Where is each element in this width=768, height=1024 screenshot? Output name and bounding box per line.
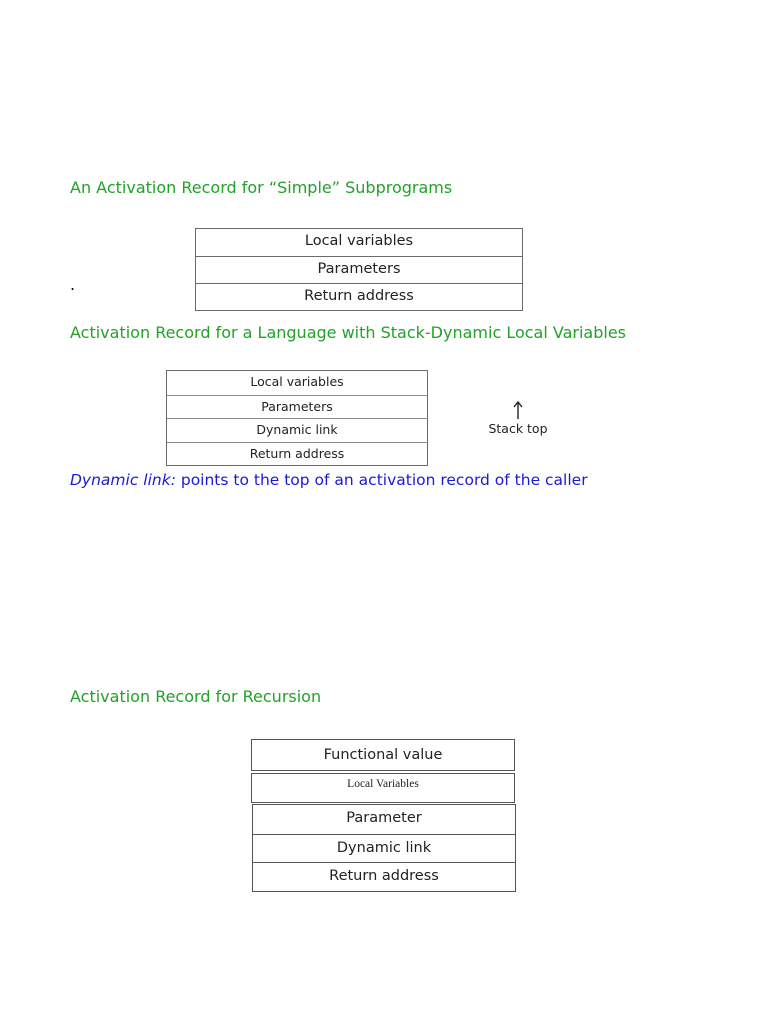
heading-recursion: Activation Record for Recursion [70, 687, 322, 706]
record-lower-group [252, 804, 516, 892]
record-row-local-variables: Local variables [304, 233, 414, 249]
dynamic-link-term: Dynamic link: [70, 471, 176, 489]
heading-stack-dynamic: Activation Record for a Language with Stack-Dynamic Local Variables [70, 323, 626, 342]
record-row-functional-value: Functional value [251, 739, 515, 771]
record-row-dynamic-link: Dynamic link [167, 418, 427, 442]
record-row-local-variables: Local Variables [251, 773, 515, 803]
stack-top-indicator [470, 400, 566, 436]
record-row-return-address: Return address [167, 442, 427, 466]
record-row-parameters: Parameters [196, 256, 522, 283]
heading-simple-subprograms: An Activation Record for “Simple” Subprograms [70, 178, 453, 197]
record-row-parameters: Parameters [167, 395, 427, 419]
record-row-dynamic-link: Dynamic link [253, 834, 515, 863]
dynamic-link-note [70, 471, 588, 489]
up-arrow-icon [512, 400, 524, 420]
stray-period: . [70, 275, 76, 294]
record-row-return-address: Return address [253, 862, 515, 891]
dynamic-link-definition: points to the top of an activation record of the caller [175, 471, 588, 489]
record-row-return-address: Return address [196, 283, 522, 310]
activation-record-recursion [251, 739, 517, 892]
activation-record-simple [195, 228, 523, 311]
record-row-parameter: Parameter [346, 810, 422, 826]
stack-top-label: Stack top [488, 421, 548, 436]
record-row-local-variables: Local variables [250, 374, 344, 389]
activation-record-stack-dynamic [166, 370, 428, 466]
